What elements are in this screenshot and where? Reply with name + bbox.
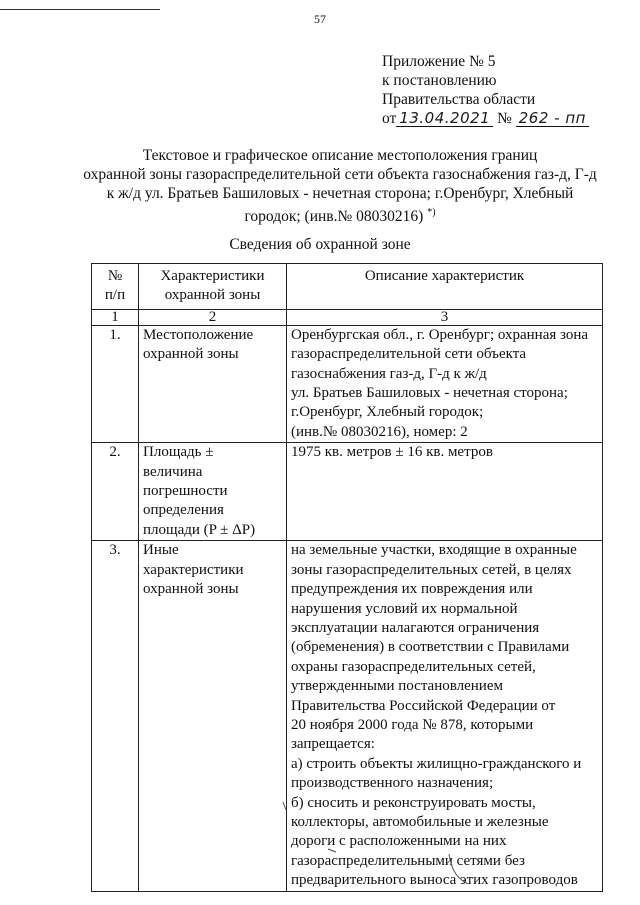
table-row [92,325,603,442]
row-description: 1975 кв. метров ± 16 кв. метров [287,443,603,541]
row-characteristic: Площадь ± величина погрешности определения площади (P ± ΔP) [139,443,287,541]
header-description: Описание характеристик [287,264,603,310]
header-characteristic: Характеристики охранной зоны [139,264,287,310]
appendix-line-3: Правительства области [382,91,536,108]
document-title-text: Текстовое и графическое описание местоположения границ охранной зоны газораспределительной сети объекта газоснабжения газ-д, Г-д к ж/д ул. Братьев Башиловых - нечетная сторона; г.Оренбург, Хлебный городок; (инв.№ 08030216) [83,147,597,226]
appendix-line-1: Приложение № 5 [382,53,496,70]
scan-speck [326,846,340,856]
table-index-row [92,309,603,325]
zone-info-table [91,263,603,892]
table-row [92,443,603,541]
appendix-date-line [382,109,589,128]
section-title: Сведения об охранной зоне [229,236,411,253]
appendix-from-prefix: от [382,110,397,127]
row-characteristic: Местоположение охранной зоны [139,325,287,442]
table-row [92,541,603,891]
handwritten-number: 262 - пп [516,110,589,127]
index-cell-2: 2 [139,309,287,325]
page-number: 57 [314,12,326,26]
footnote-mark: *) [427,207,436,218]
document-title [60,146,620,226]
appendix-line-2: к постановлению [382,72,497,89]
row-number: 2. [92,443,139,541]
handwritten-date: 13.04.2021 [396,110,493,127]
scan-tick [281,800,289,814]
appendix-block [382,52,589,128]
index-cell-3: 3 [287,309,603,325]
table-header-row [92,264,603,310]
index-cell-1: 1 [92,309,139,325]
row-characteristic: Иные характеристики охранной зоны [139,541,287,891]
top-rule [0,9,160,10]
scan-pen-mark [446,852,472,888]
appendix-number-sign: № [497,110,512,127]
row-description: Оренбургская обл., г. Оренбург; охранная зона газораспределительной сети объекта газоснабжения газ-д, Г-д к ж/д ул. Братьев Башиловых - нечетная сторона; г.Оренбург, Хлебный городок; (инв.№ 08030216), номер: 2 [287,325,603,442]
row-number: 3. [92,541,139,891]
row-description: на земельные участки, входящие в охранные зоны газораспределительных сетей, в целях предупреждения их повреждения или нарушения условий их нормальной эксплуатации налагаются ограничения (обременения) в соответствии с Правилами охраны газораспределительных сетей, утвержденными постановлением Правительства Российской Федерации от 20 ноября 2000 года № 878, которыми запрещается: а) строить объекты жилищно-гражданского и производственного назначения; б) сносить и реконструировать мосты, коллекторы, автомобильные и железные дороги с расположенными на них газораспределительными сетями без предварительного выноса этих газопроводов [287,541,603,891]
row-number: 1. [92,325,139,442]
header-number: № п/п [92,264,139,310]
